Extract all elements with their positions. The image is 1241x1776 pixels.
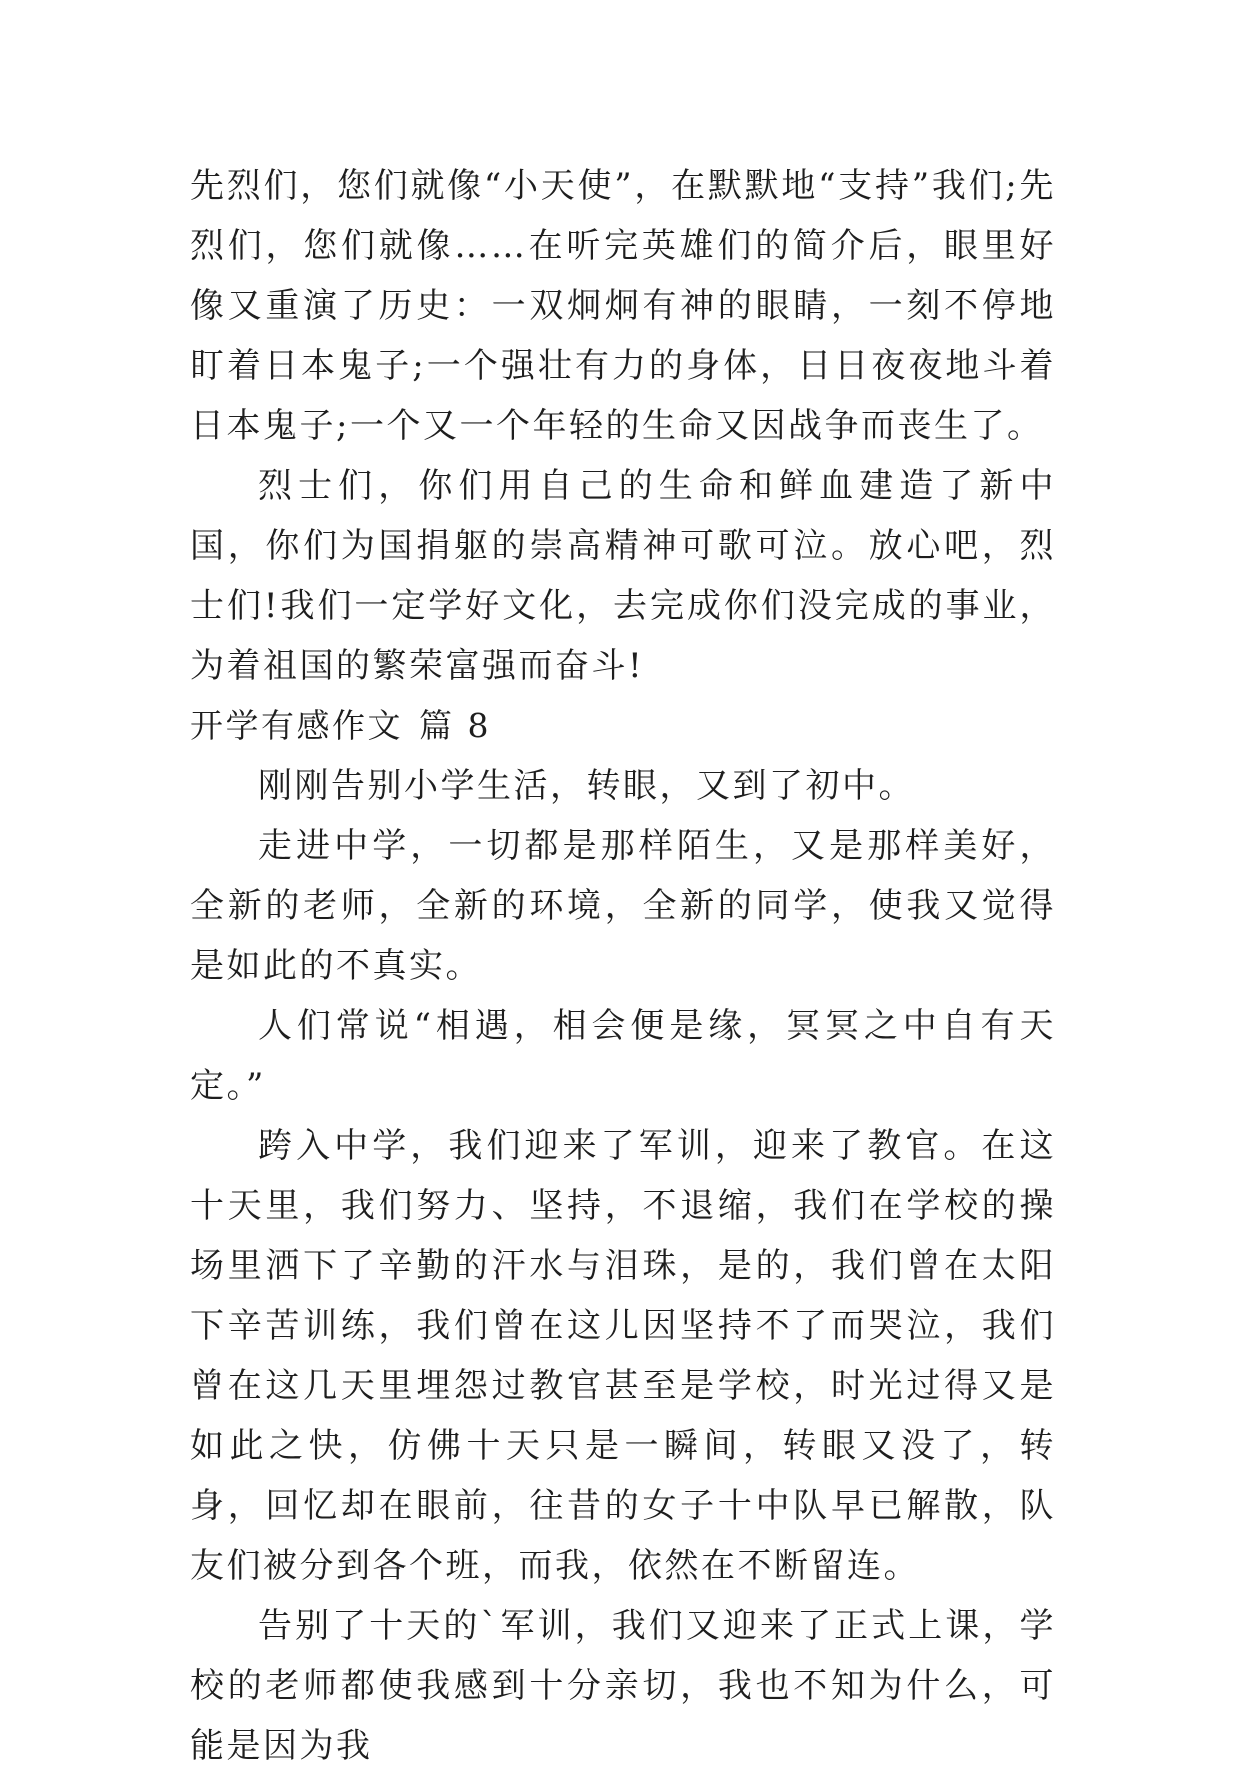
paragraph: 烈士们，你们用自己的生命和鲜血建造了新中国，你们为国捐躯的崇高精神可歌可泣。放心吧，烈士们!我们一定学好文化，去完成你们没完成的事业，为着祖国的繁荣富强而奋斗! (190, 466, 1056, 686)
paragraph: 人们常说“相遇，相会便是缘，冥冥之中自有天定。” (190, 1006, 1056, 1106)
section-number: 篇 8 (419, 706, 491, 745)
section-title: 开学有感作文 (190, 706, 403, 745)
document-body (190, 156, 1056, 1776)
paragraph: 刚刚告别小学生活，转眼，又到了初中。 (258, 766, 915, 806)
paragraph: 跨入中学，我们迎来了军训，迎来了教官。在这十天里，我们努力、坚持，不退缩，我们在学校的操场里洒下了辛勤的汗水与泪珠，是的，我们曾在太阳下辛苦训练，我们曾在这儿因坚持不了而哭泣，我们曾在这几天里埋怨过教官甚至是学校，时光过得又是如此之快，仿佛十天只是一瞬间，转眼又没了，转身，回忆却在眼前，往昔的女子十中队早已解散，队友们被分到各个班，而我，依然在不断留连。 (190, 1126, 1056, 1586)
paragraph-continued: 先烈们，您们就像“小天使”，在默默地“支持”我们;先烈们，您们就像……在听完英雄们的简介后，眼里好像又重演了历史：一双炯炯有神的眼睛，一刻不停地盯着日本鬼子;一个强壮有力的身体，日日夜夜地斗着日本鬼子;一个又一个年轻的生命又因战争而丧生了。 (190, 166, 1056, 446)
section-heading (190, 696, 1056, 756)
paragraph: 走进中学，一切都是那样陌生，又是那样美好，全新的老师，全新的环境，全新的同学，使我又觉得是如此的不真实。 (190, 826, 1056, 986)
paragraph-truncated: 告别了十天的`军训，我们又迎来了正式上课，学校的老师都使我感到十分亲切，我也不知为什么，可能是因为我 (190, 1606, 1056, 1766)
